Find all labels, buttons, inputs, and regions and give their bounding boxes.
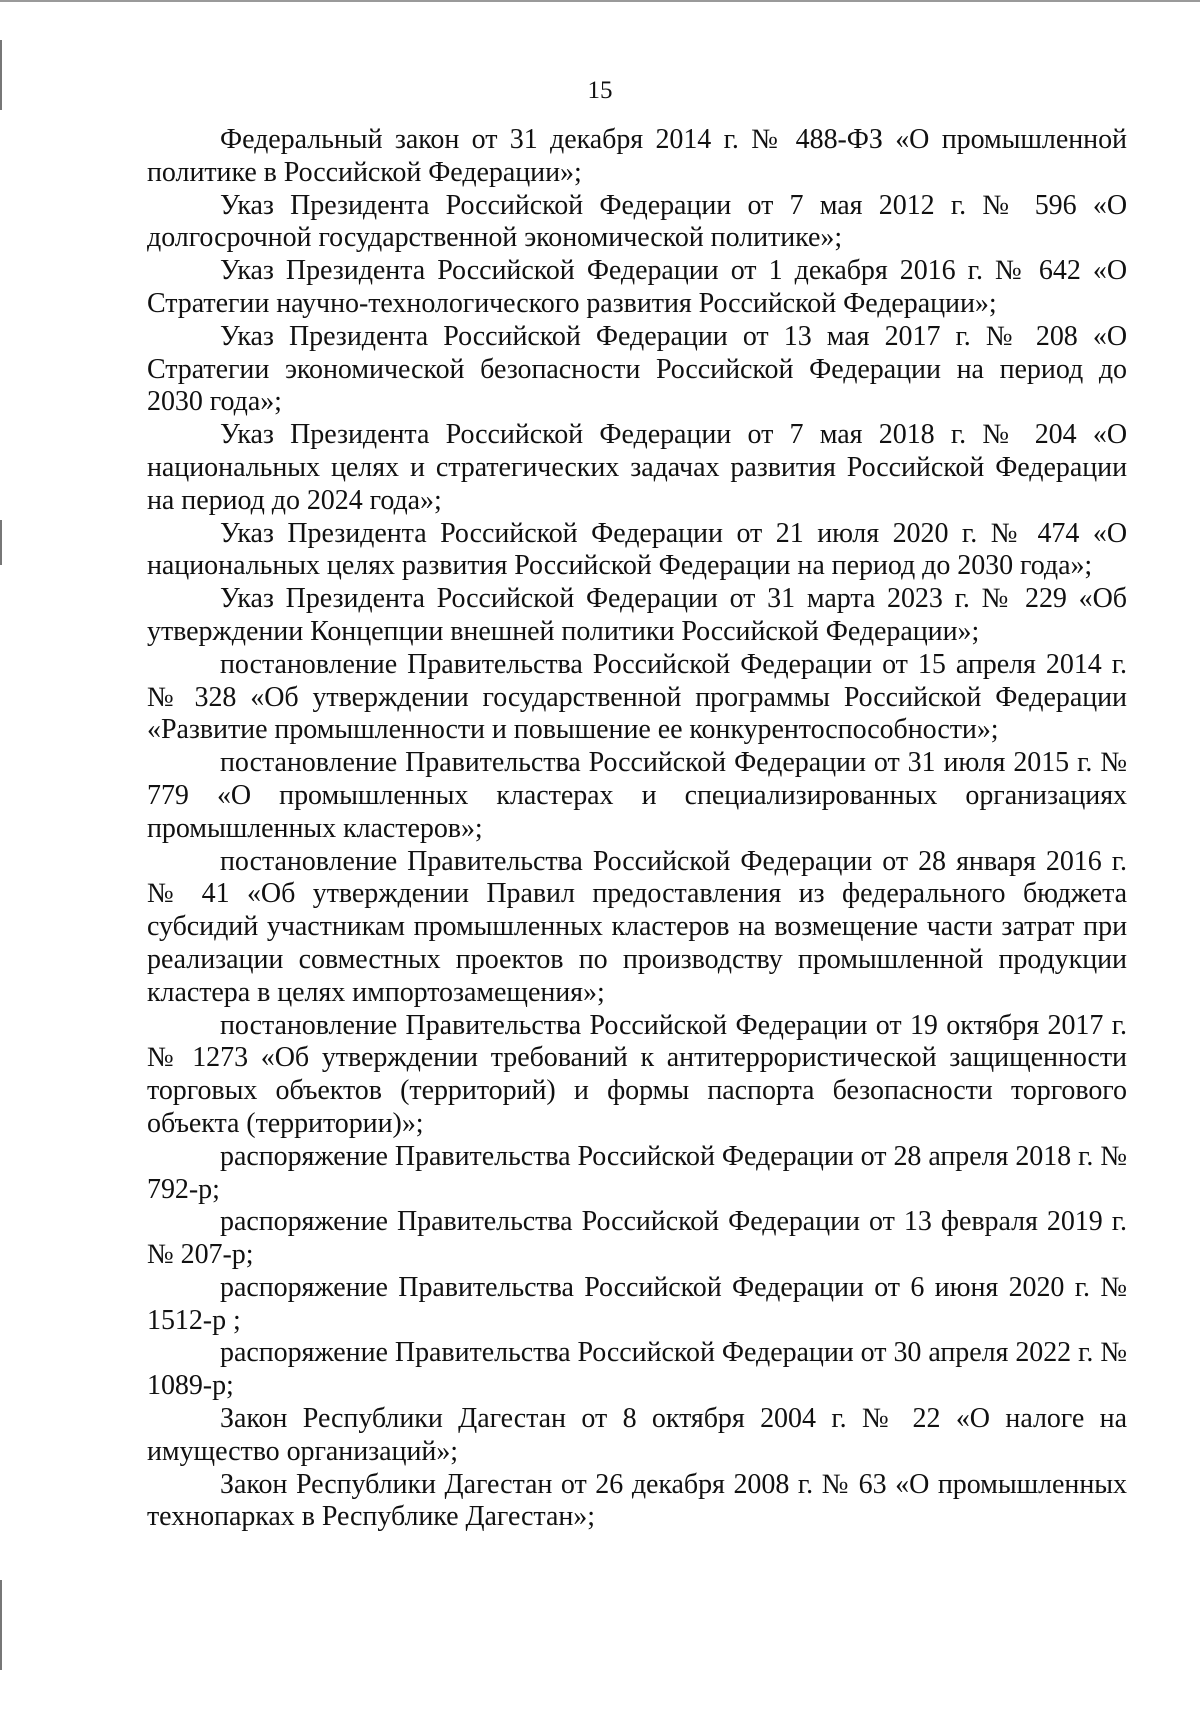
reference-item: Указ Президента Российской Федерации от 31 марта 2023 г. № 229 «Об утверждении Концепции внешней политики Российской Федерации»;: [147, 583, 1127, 647]
scan-edge-mark: [0, 520, 2, 565]
reference-item: постановление Правительства Российской Федерации от 19 октября 2017 г. № 1273 «Об утверждении требований к антитеррористической защищенности торговых объектов (территорий) и формы паспорта безопасности торгового объекта (территории)»;: [147, 1009, 1127, 1139]
reference-item: постановление Правительства Российской Федерации от 15 апреля 2014 г. № 328 «Об утверждении государственной программы Российской Федерации «Развитие промышленности и повышение ее конкурентоспособности»;: [147, 648, 1127, 746]
reference-item: Указ Президента Российской Федерации от 13 мая 2017 г. № 208 «О Стратегии экономической безопасности Российской Федерации на период до 2030 года»;: [147, 320, 1127, 418]
top-edge-line: [0, 0, 1200, 2]
reference-item: Указ Президента Российской Федерации от 21 июля 2020 г. № 474 «О национальных целях развития Российской Федерации на период до 2030 года»;: [147, 517, 1127, 582]
reference-item: Указ Президента Российской Федерации от 1 декабря 2016 г. № 642 «О Стратегии научно-технологического развития Российской Федерации»;: [147, 255, 1127, 319]
reference-item: Указ Президента Российской Федерации от 7 мая 2012 г. № 596 «О долгосрочной государственной экономической политике»;: [147, 189, 1127, 254]
reference-item: Указ Президента Российской Федерации от 7 мая 2018 г. № 204 «О национальных целях и стратегических задачах развития Российской Федерации на период до 2024 года»;: [147, 419, 1127, 516]
page-number: 15: [587, 77, 613, 104]
reference-item: распоряжение Правительства Российской Федерации от 30 апреля 2022 г. № 1089-р;: [147, 1337, 1127, 1402]
reference-item: распоряжение Правительства Российской Федерации от 13 февраля 2019 г. № 207-р;: [147, 1206, 1127, 1271]
reference-item: постановление Правительства Российской Федерации от 31 июля 2015 г. № 779 «О промышленных кластерах и специализированных организациях промышленных кластеров»;: [147, 747, 1127, 844]
reference-item: постановление Правительства Российской Федерации от 28 января 2016 г. № 41 «Об утверждении Правил предоставления из федерального бюджета субсидий участникам промышленных кластеров на возмещение части затрат при реализации совместных проектов по производству промышленной продукции кластера в целях импортозамещения»;: [147, 845, 1127, 1008]
scan-edge-mark: [0, 1580, 2, 1670]
reference-item: распоряжение Правительства Российской Федерации от 28 апреля 2018 г. № 792-р;: [147, 1140, 1127, 1205]
reference-item: Закон Республики Дагестан от 26 декабря 2008 г. № 63 «О промышленных технопарках в Республике Дагестан»;: [147, 1468, 1127, 1533]
reference-item: Закон Республики Дагестан от 8 октября 2004 г. № 22 «О налоге на имущество организаций»;: [147, 1403, 1127, 1467]
reference-item: Федеральный закон от 31 декабря 2014 г. № 488-ФЗ «О промышленной политике в Российской Федерации»;: [147, 124, 1127, 188]
reference-item: распоряжение Правительства Российской Федерации от 6 июня 2020 г. № 1512-р ;: [147, 1271, 1127, 1336]
legal-references-list: [147, 124, 1127, 1534]
